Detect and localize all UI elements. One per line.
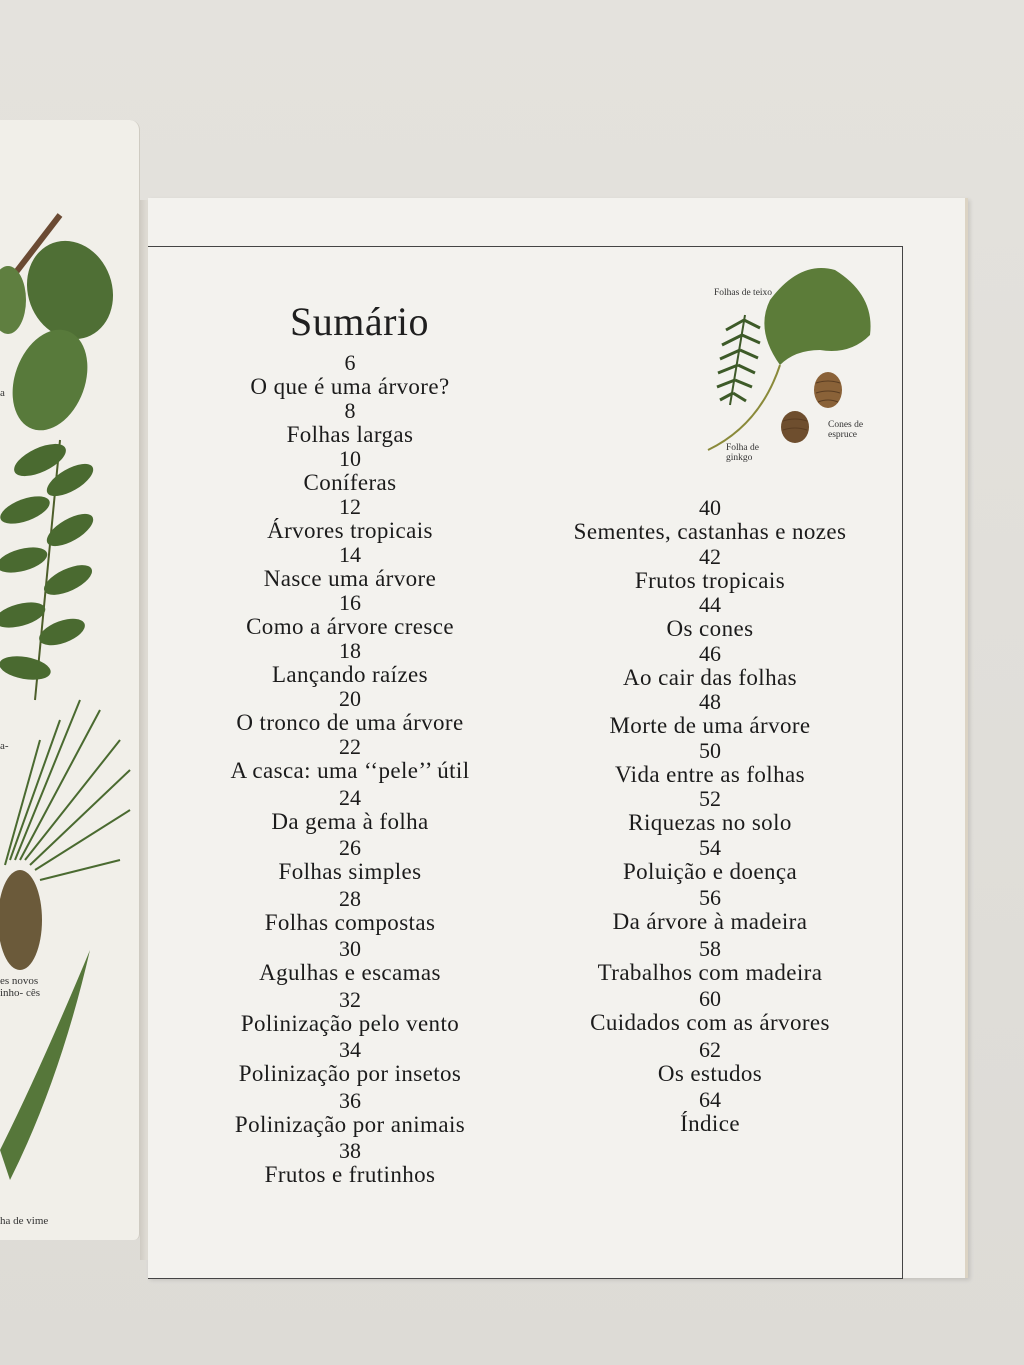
toc-title: Frutos e frutinhos — [264, 1162, 436, 1187]
toc-title: Folhas simples — [278, 859, 422, 884]
toc-page-number: 38 — [339, 1138, 361, 1163]
toc-title: O que é uma árvore? — [250, 374, 450, 399]
toc-page-number: 62 — [699, 1036, 721, 1062]
toc-entry — [190, 592, 510, 640]
toc-page-number: 52 — [699, 786, 721, 811]
toc-title: Índice — [680, 1111, 740, 1136]
toc-title: Agulhas e escamas — [259, 960, 441, 985]
toc-title: Frutos tropicais — [634, 567, 786, 593]
toc-page-number: 6 — [344, 350, 356, 375]
toc-page-number: 26 — [339, 835, 361, 860]
toc-entry — [190, 688, 510, 736]
toc-title: Polinização pelo vento — [240, 1010, 460, 1036]
left-caption: a — [0, 387, 5, 399]
toc-title: Poluição e doença — [622, 858, 798, 884]
toc-page-number: 22 — [339, 734, 361, 759]
toc-page-number: 42 — [699, 543, 721, 569]
toc-title: Polinização por animais — [234, 1111, 466, 1137]
toc-entry — [190, 938, 510, 989]
toc-title: Ao cair das folhas — [623, 664, 797, 690]
toc-page-number: 56 — [699, 885, 721, 910]
toc-title: Vida entre as folhas — [615, 761, 805, 787]
toc-page-number: 54 — [699, 834, 721, 860]
toc-entry — [550, 887, 870, 938]
toc-right-column — [550, 497, 870, 1140]
toc-page-number: 10 — [339, 446, 361, 471]
toc-entry — [550, 1089, 870, 1140]
toc-entry — [190, 544, 510, 592]
spruce-label: Cones de espruce — [828, 420, 864, 441]
left-caption: ha de vime — [0, 1215, 49, 1227]
leaves-figure — [700, 255, 880, 470]
toc-entry — [190, 400, 510, 448]
toc-page-number: 48 — [699, 689, 721, 714]
toc-page-number: 32 — [339, 986, 361, 1012]
pine-needles-illustration — [5, 700, 130, 880]
toc-title: Polinização por insetos — [238, 1061, 462, 1086]
toc-entry — [190, 1087, 510, 1141]
toc-entry — [550, 834, 870, 888]
toc-page-number: 30 — [339, 936, 361, 961]
toc-title: Cuidados com as árvores — [590, 1010, 830, 1035]
toc-entry — [550, 594, 870, 643]
toc-page-number: 40 — [699, 495, 721, 520]
toc-entry — [190, 1039, 510, 1090]
toc-title: Folhas compostas — [264, 909, 436, 935]
yew-label: Folhas de teixo — [714, 288, 773, 298]
toc-page-number: 44 — [699, 592, 721, 617]
page-title: Sumário — [290, 299, 430, 344]
toc-entry — [550, 737, 870, 789]
toc-entry — [190, 640, 510, 688]
toc-title: Da gema à folha — [271, 808, 429, 834]
toc-entry — [550, 1036, 870, 1090]
ginkgo-label: Folha de ginkgo — [726, 443, 759, 464]
toc-entry — [550, 988, 870, 1039]
toc-page-number: 24 — [339, 784, 361, 810]
yew-sprig-illustration — [717, 315, 760, 405]
left-caption: es novos inho- cês — [0, 975, 41, 1000]
left-page-illustrations — [0, 120, 140, 1240]
toc-title: Os estudos — [657, 1060, 763, 1086]
toc-page-number: 8 — [344, 398, 356, 423]
toc-page-number: 18 — [339, 638, 361, 663]
toc-entry — [190, 496, 510, 544]
toc-title: Como a árvore cresce — [246, 614, 454, 639]
toc-page-number: 46 — [699, 640, 721, 666]
toc-page-number: 28 — [339, 885, 361, 911]
toc-title: Da árvore à madeira — [612, 909, 808, 934]
toc-page-number: 14 — [339, 542, 361, 567]
toc-title: O tronco de uma árvore — [236, 710, 464, 735]
toc-title: Os cones — [666, 616, 754, 641]
toc-page-number: 58 — [699, 935, 721, 961]
toc-title: Coníferas — [303, 470, 397, 495]
toc-entry — [550, 935, 870, 989]
toc-page-number: 16 — [339, 590, 361, 615]
toc-entry — [550, 497, 870, 546]
toc-entry — [190, 352, 510, 400]
toc-entry — [190, 837, 510, 888]
toc-title: Folhas largas — [286, 422, 414, 447]
toc-page-number: 60 — [699, 986, 721, 1011]
toc-entry — [190, 885, 510, 939]
broad-leaf-illustration — [0, 266, 26, 334]
toc-entry — [550, 788, 870, 837]
toc-page-number: 64 — [699, 1087, 721, 1112]
toc-title: Sementes, castanhas e nozes — [573, 519, 847, 544]
toc-page-number: 12 — [339, 494, 361, 519]
toc-entry — [190, 986, 510, 1040]
toc-title: Riquezas no solo — [628, 810, 792, 835]
toc-page-number: 50 — [699, 737, 721, 763]
toc-page-number: 36 — [339, 1087, 361, 1113]
toc-title: Árvores tropicais — [267, 518, 433, 543]
toc-entry — [190, 448, 510, 496]
toc-title: Lançando raízes — [271, 662, 429, 687]
toc-entry — [190, 736, 510, 787]
toc-title: Nasce uma árvore — [263, 566, 437, 591]
toc-entry — [190, 784, 510, 838]
left-page — [0, 120, 140, 1240]
toc-page-number: 34 — [339, 1037, 361, 1062]
toc-title: A casca: uma ‘‘pele’’ útil — [230, 758, 470, 783]
toc-entry — [550, 640, 870, 692]
toc-entry — [550, 691, 870, 740]
pine-cone-illustration — [0, 870, 42, 970]
toc-entry — [550, 543, 870, 595]
toc-title: Trabalhos com madeira — [597, 959, 823, 985]
toc-title: Morte de uma árvore — [609, 713, 811, 738]
toc-page-number: 20 — [339, 686, 361, 711]
toc-left-column — [190, 352, 510, 1191]
left-caption: a- — [0, 740, 9, 752]
toc-entry — [190, 1140, 510, 1191]
